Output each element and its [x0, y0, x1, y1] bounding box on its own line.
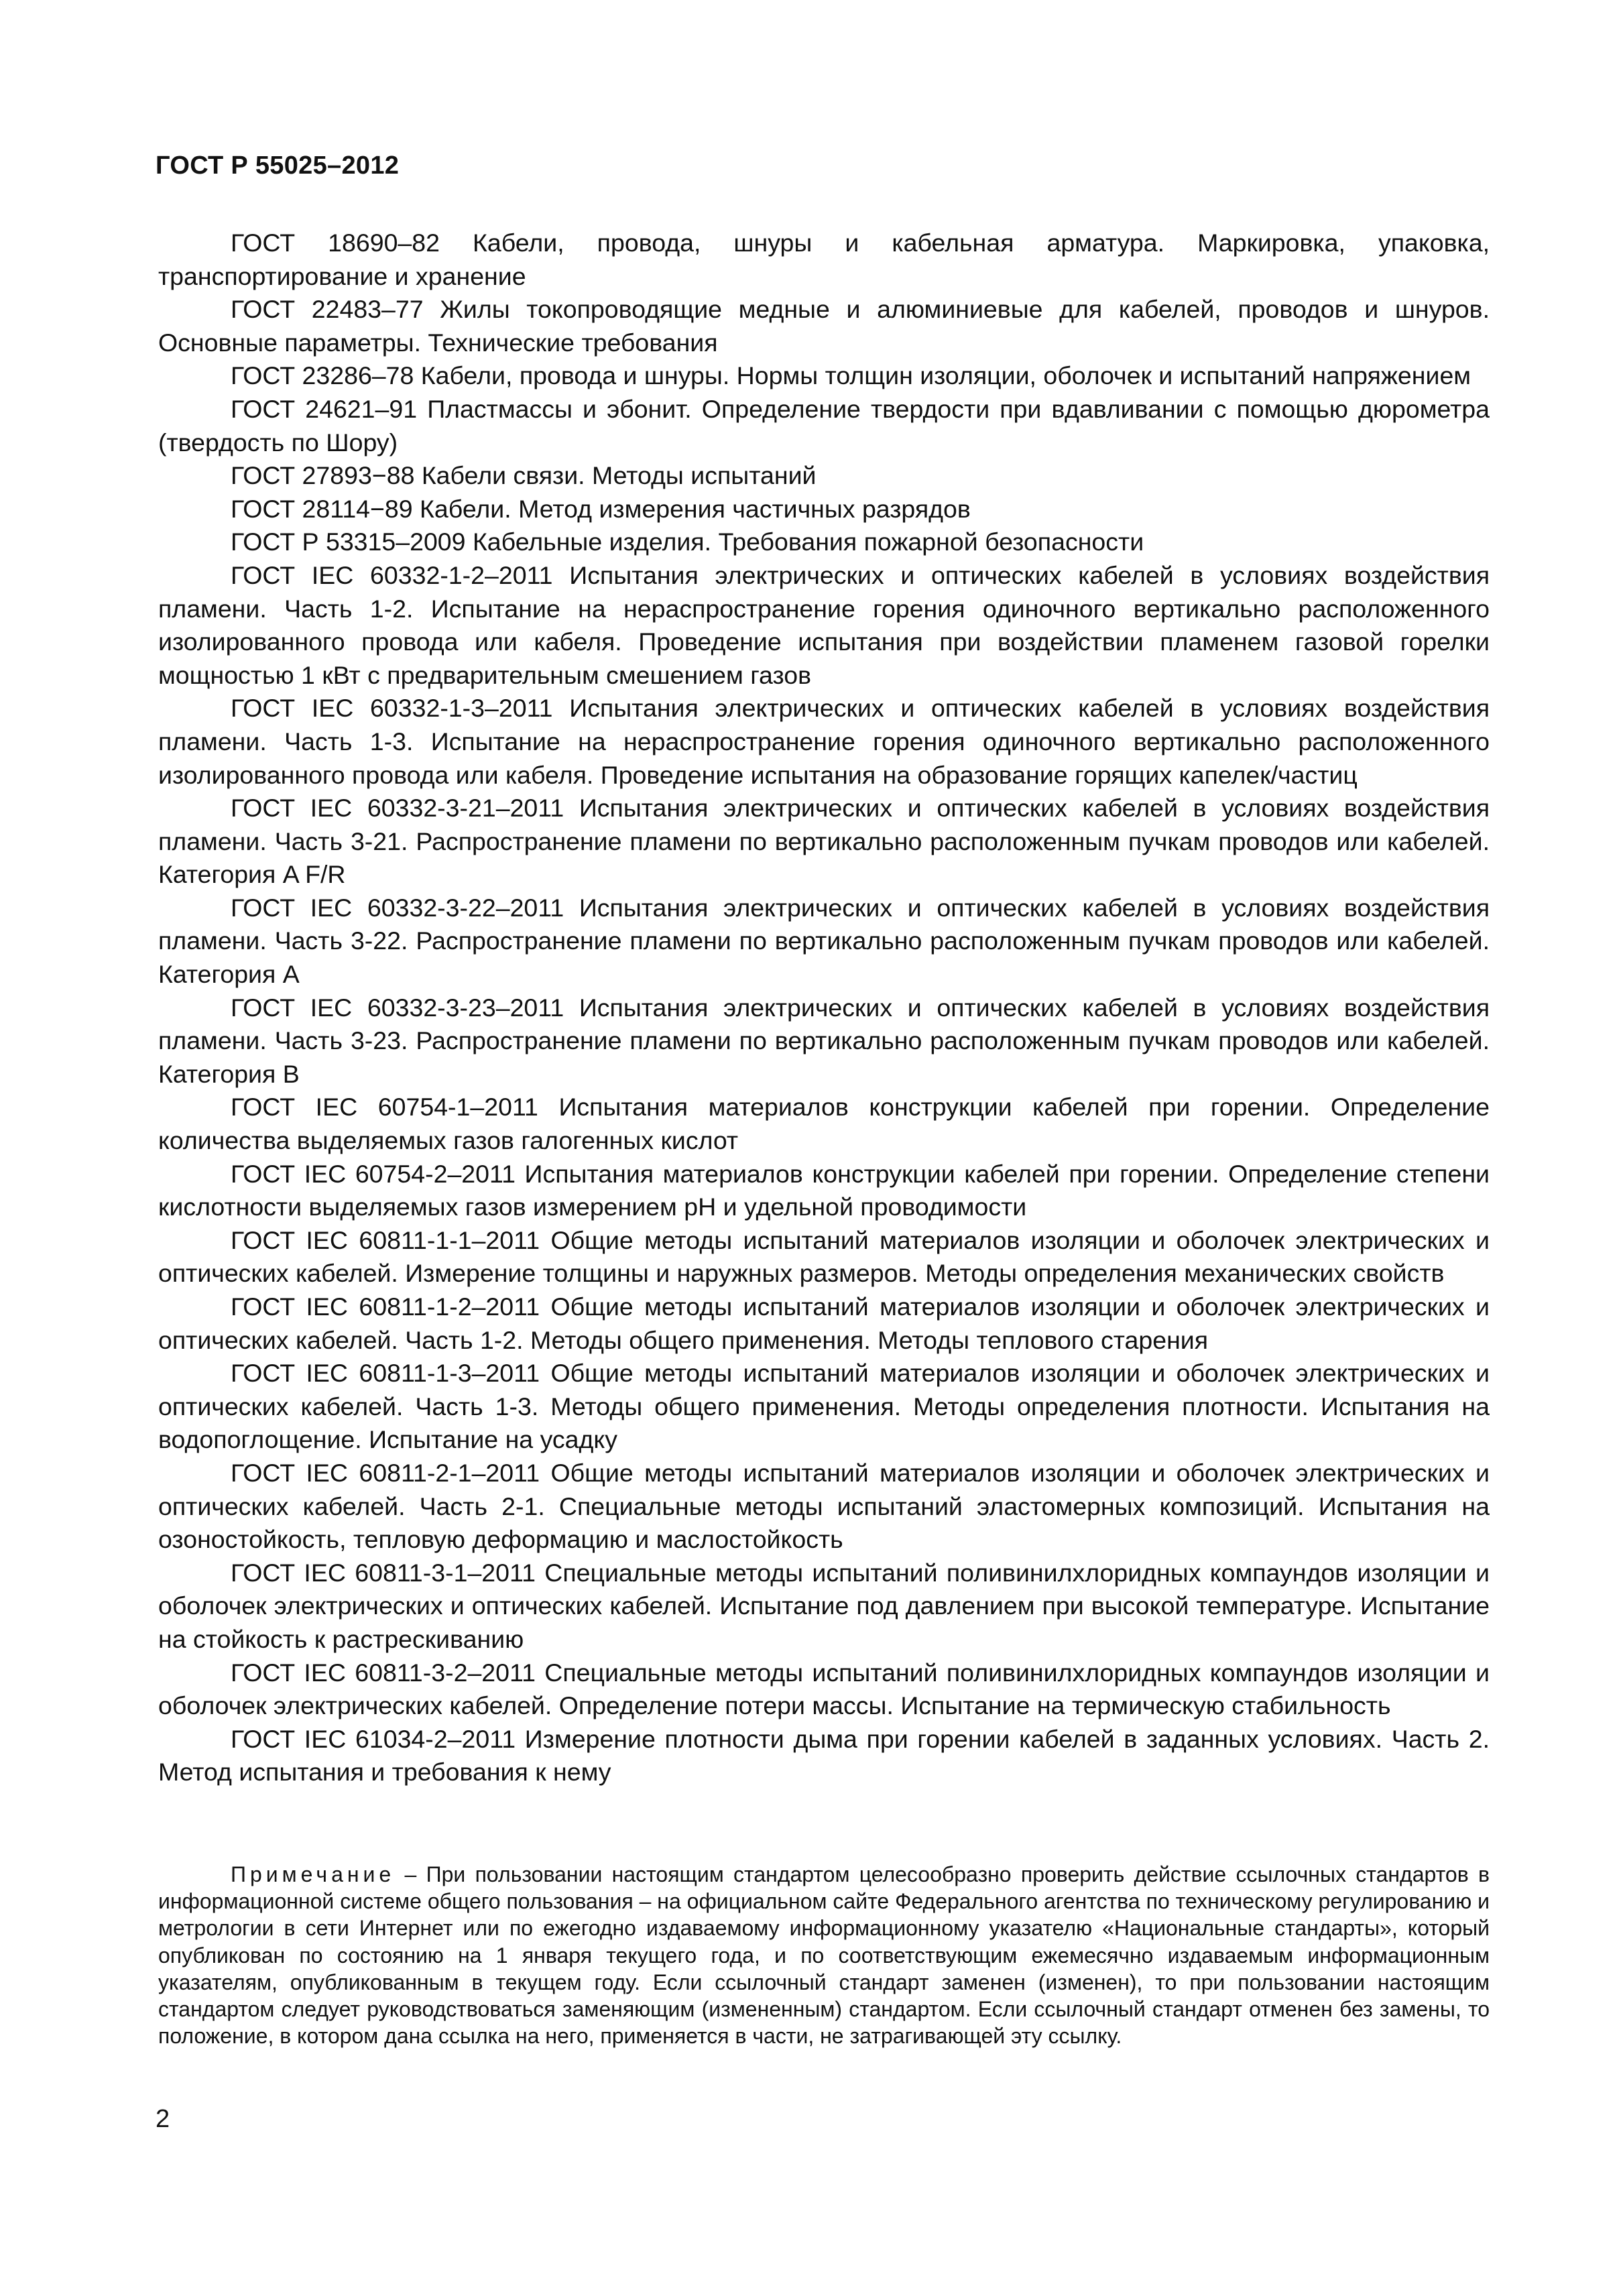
reference-item: ГОСТ IEC 60754-1–2011 Испытания материалов конструкции кабелей при горении. Определение количества выделяемых газов галогенных кислот — [158, 1093, 1490, 1155]
reference-item: ГОСТ 22483–77 Жилы токопроводящие медные и алюминиевые для кабелей, проводов и шнуров. Основные параметры. Технические требования — [158, 295, 1490, 357]
reference-item: ГОСТ IEC 60332-3-22–2011 Испытания электрических и оптических кабелей в условиях воздействия пламени. Часть 3-22. Распространение пламени по вертикально расположенным пучкам проводов или кабелей. Категория А — [158, 893, 1490, 989]
reference-item: ГОСТ IEC 60754-2–2011 Испытания материалов конструкции кабелей при горении. Определение степени кислотности выделяемых газов измерением pH и удельной проводимости — [158, 1159, 1490, 1221]
note-label: Примечание — [231, 1862, 396, 1886]
page-number: 2 — [156, 2105, 170, 2133]
document-code: ГОСТ Р 55025–2012 — [156, 152, 400, 180]
reference-item: ГОСТ IEC 60332-1-3–2011 Испытания электрических и оптических кабелей в условиях воздействия пламени. Часть 1-3. Испытание на нераспространение горения одиночного вертикально расположенного изолированного провода или кабеля. Проведение испытания на образование горящих капелек/частиц — [158, 694, 1490, 789]
reference-item: ГОСТ IEC 60811-1-2–2011 Общие методы испытаний материалов изоляции и оболочек электрических и оптических кабелей. Часть 1-2. Методы общего применения. Методы теплового старения — [158, 1292, 1490, 1354]
note-paragraph — [158, 1861, 1490, 2049]
reference-item: ГОСТ 28114−89 Кабели. Метод измерения частичных разрядов — [231, 494, 971, 523]
reference-item: ГОСТ 23286–78 Кабели, провода и шнуры. Нормы толщин изоляции, оболочек и испытаний напряжением — [231, 361, 1471, 390]
reference-item: ГОСТ IEC 60811-3-1–2011 Специальные методы испытаний поливинилхлоридных компаундов изоляции и оболочек электрических и оптических кабелей. Испытание под давлением при высокой температуре. Испытание на стойкость к растрескиванию — [158, 1558, 1490, 1653]
reference-item: ГОСТ IEC 61034-2–2011 Измерение плотности дыма при горении кабелей в заданных условиях. Часть 2. Метод испытания и требования к нему — [158, 1724, 1490, 1787]
reference-item: ГОСТ IEC 60811-1-1–2011 Общие методы испытаний материалов изоляции и оболочек электрических и оптических кабелей. Измерение толщины и наружных размеров. Методы определения механических свойств — [158, 1225, 1490, 1288]
reference-item: ГОСТ 18690–82 Кабели, провода, шнуры и кабельная арматура. Маркировка, упаковка, транспортирование и хранение — [158, 229, 1490, 290]
reference-item: ГОСТ IEC 60811-2-1–2011 Общие методы испытаний материалов изоляции и оболочек электрических и оптических кабелей. Часть 2-1. Специальные методы испытаний эластомерных композиций. Испытания на озоностойкость, тепловую деформацию и маслостойкость — [158, 1458, 1490, 1554]
reference-item: ГОСТ IEC 60811-3-2–2011 Специальные методы испытаний поливинилхлоридных компаундов изоляции и оболочек электрических кабелей. Определение потери массы. Испытание на термическую стабильность — [158, 1658, 1490, 1720]
reference-item: ГОСТ 24621–91 Пластмассы и эбонит. Определение твердости при вдавливании с помощью дюрометра (твердость по Шору) — [158, 394, 1490, 457]
reference-item: ГОСТ Р 53315–2009 Кабельные изделия. Требования пожарной безопасности — [231, 528, 1144, 556]
reference-item: ГОСТ 27893−88 Кабели связи. Методы испытаний — [231, 461, 817, 490]
note-text: При пользовании настоящим стандартом целесообразно проверить действие ссылочных стандартов в информационной системе общего пользования – на официальном сайте Федерального агентства по техническому регулированию и метрологии в сети Интернет или по ежегодно издаваемому информационному указателю «Национальные стандарты», который опубликован по состоянию на 1 января текущего года, и по соответствующим ежемесячно издаваемым информационным указателям, опубликованным в текущем году. Если ссылочный стандарт заменен (изменен), то при пользовании настоящим стандартом следует руководствоваться заменяющим (измененным) стандартом. Если ссылочный стандарт отменен без замены, то положение, в котором дана ссылка на него, применяется в части, не затрагивающей эту ссылку. — [158, 1862, 1490, 2049]
note-separator: – — [395, 1862, 426, 1886]
document-header — [156, 152, 399, 180]
reference-item: ГОСТ IEC 60332-3-21–2011 Испытания электрических и оптических кабелей в условиях воздействия пламени. Часть 3-21. Распространение пламени по вертикально расположенным пучкам проводов или кабелей. Категория A F/R — [158, 794, 1490, 889]
reference-item: ГОСТ IEC 60332-3-23–2011 Испытания электрических и оптических кабелей в условиях воздействия пламени. Часть 3-23. Распространение пламени по вертикально расположенным пучкам проводов или кабелей. Категория В — [158, 993, 1490, 1088]
normative-references-list — [158, 227, 1490, 1789]
reference-item: ГОСТ IEC 60332-1-2–2011 Испытания электрических и оптических кабелей в условиях воздействия пламени. Часть 1-2. Испытание на нераспространение горения одиночного вертикально расположенного изолированного провода или кабеля. Проведение испытания при воздействии пламенем газовой горелки мощностью 1 кВт с предварительным смешением газов — [158, 560, 1490, 689]
reference-item: ГОСТ IEC 60811-1-3–2011 Общие методы испытаний материалов изоляции и оболочек электрических и оптических кабелей. Часть 1-3. Методы общего применения. Методы определения плотности. Испытания на водопоглощение. Испытание на усадку — [158, 1359, 1490, 1454]
